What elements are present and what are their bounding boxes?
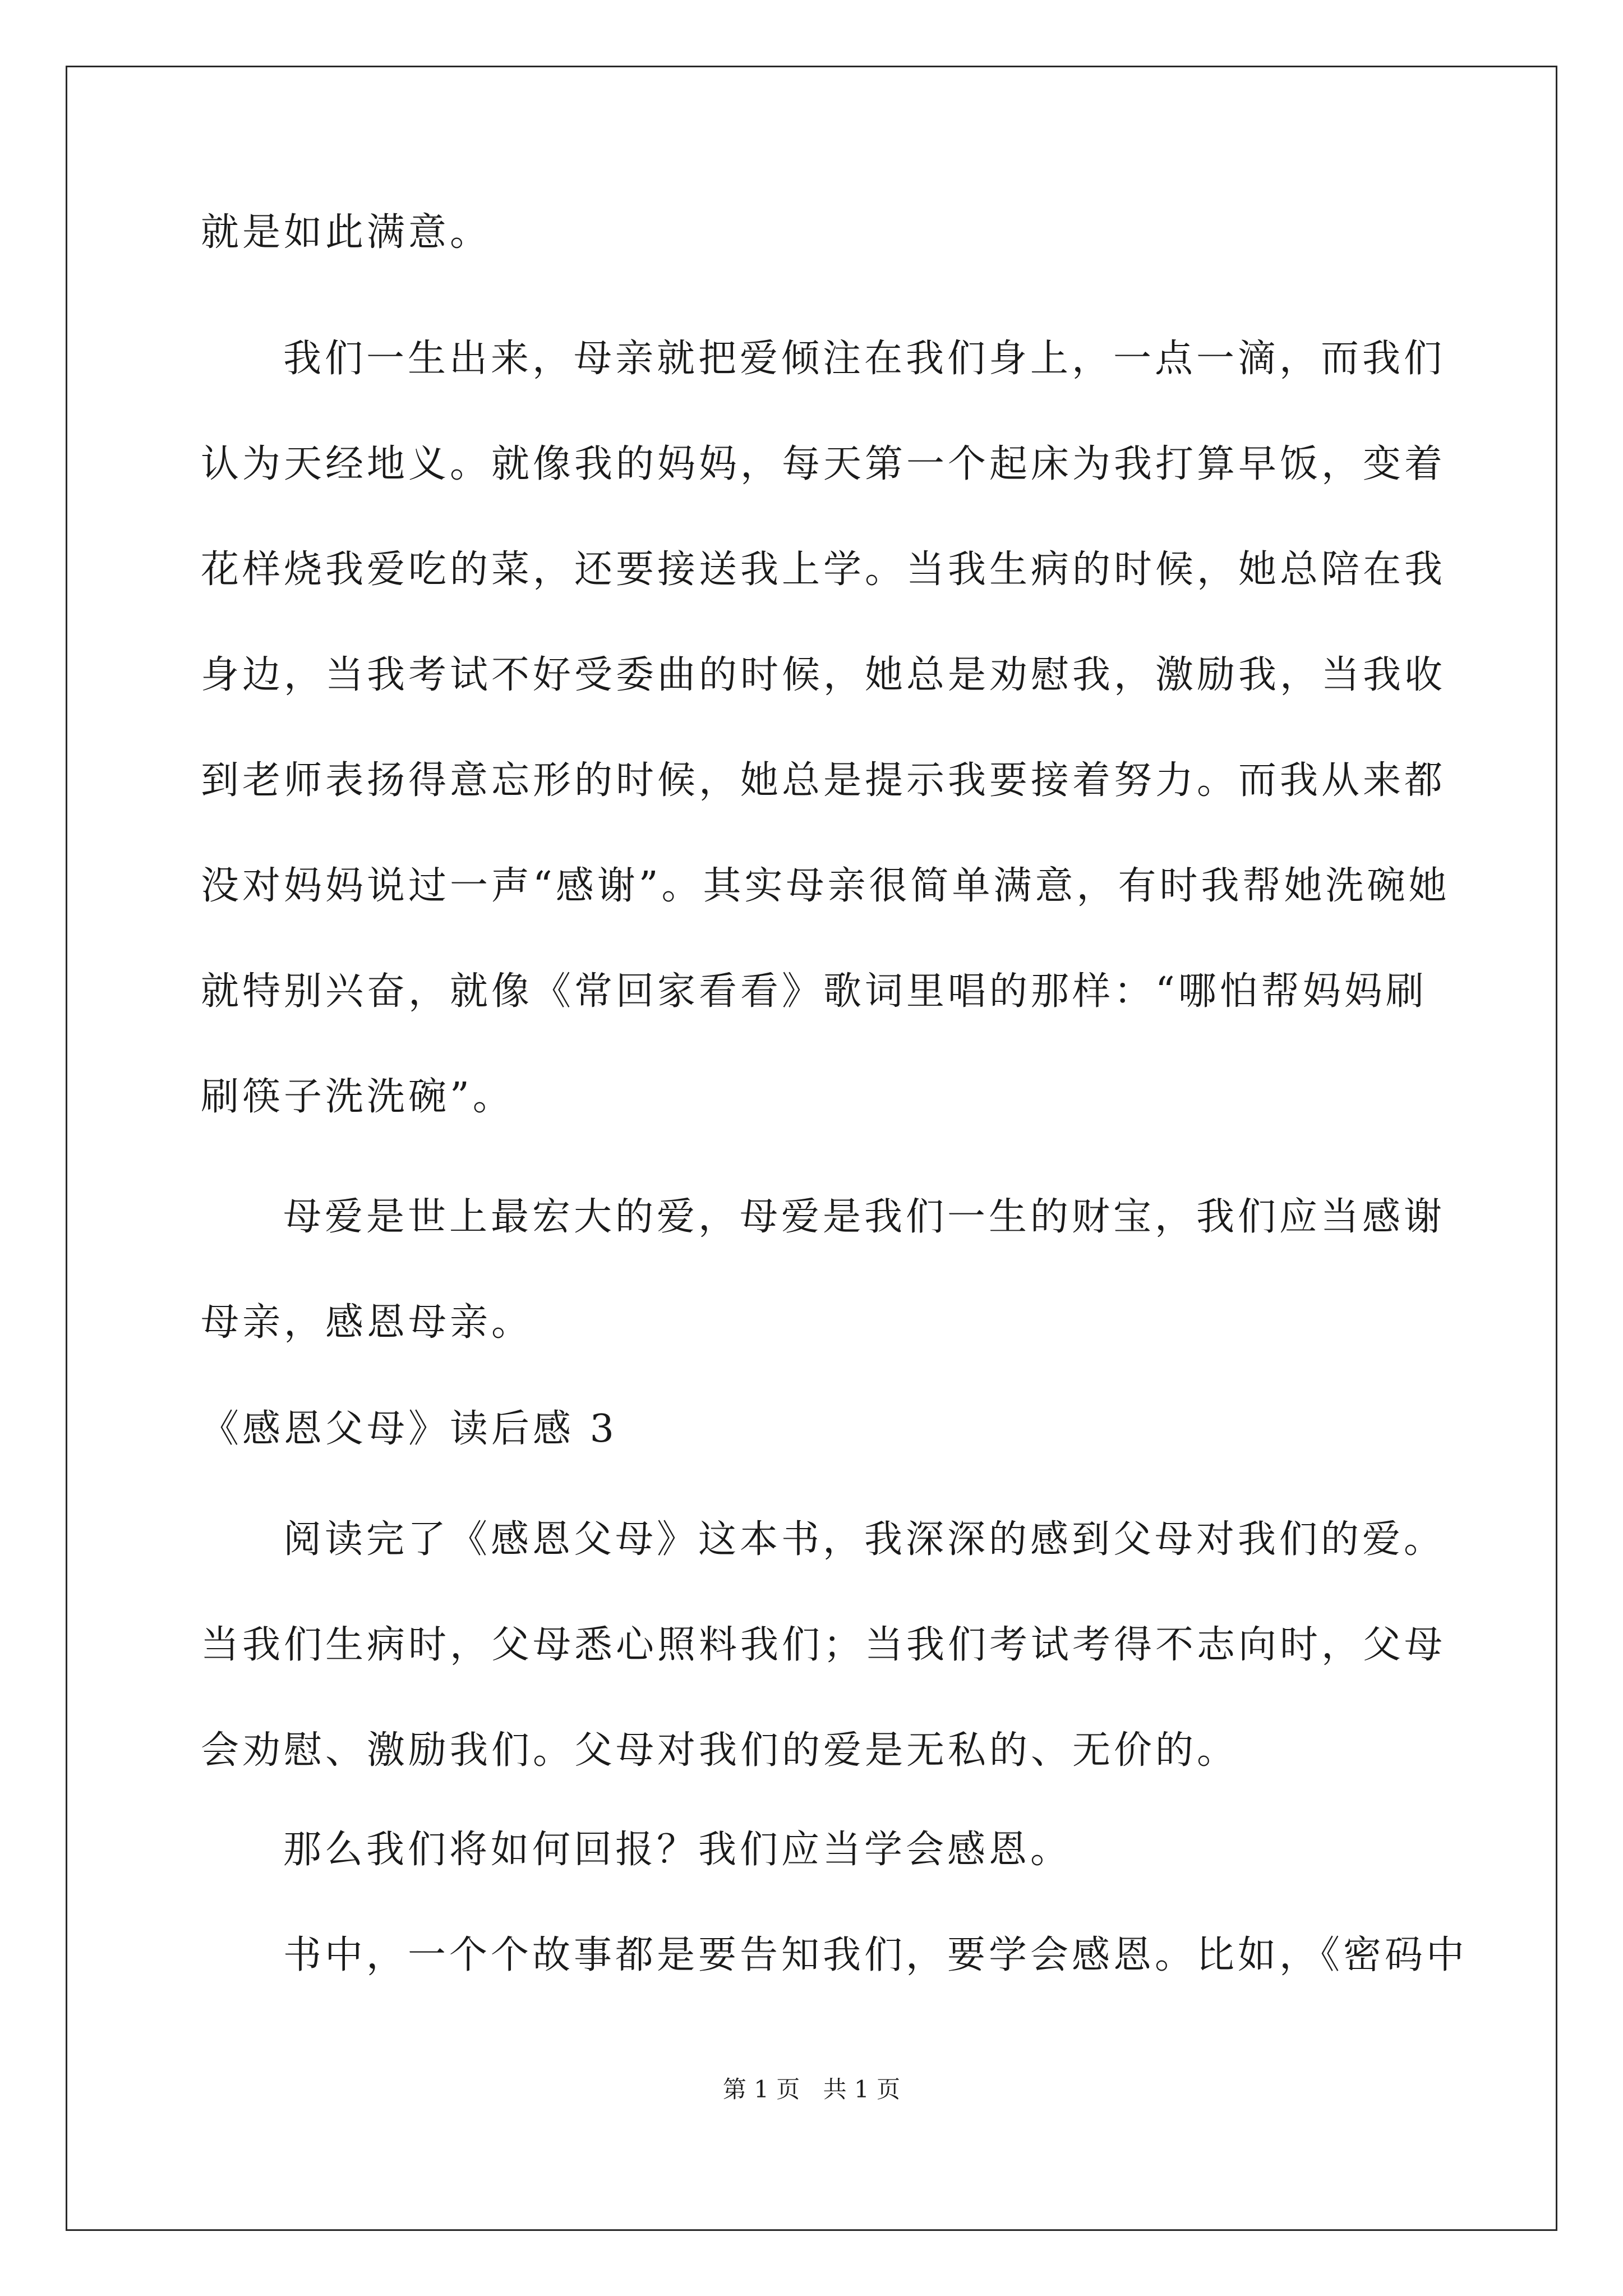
paragraph-line: 母亲，感恩母亲。 [201,1300,533,1345]
page-number: 第 1 页 [722,2076,800,2103]
page-border [66,66,1557,2231]
paragraph-line: 没对妈妈说过一声“感谢”。其实母亲很简单满意，有时我帮她洗碗她 [201,864,1450,908]
paragraph-line: 刷筷子洗洗碗”。 [201,1075,514,1119]
paragraph-line: 花样烧我爱吃的菜，还要接送我上学。当我生病的时候，她总陪在我 [201,547,1446,592]
paragraph-line: 就是如此满意。 [201,210,492,255]
paragraph-line: 认为天经地义。就像我的妈妈，每天第一个起床为我打算早饭，变着 [201,442,1446,486]
paragraph-line: 阅读完了《感恩父母》这本书，我深深的感到父母对我们的爱。 [283,1517,1446,1562]
page-total: 共 1 页 [823,2076,901,2103]
paragraph-line: 我们一生出来，母亲就把爱倾注在我们身上，一点一滴，而我们 [283,337,1446,381]
paragraph-line: 书中，一个个故事都是要告知我们，要学会感恩。比如，《密码中 [283,1933,1468,1977]
page-footer [0,2076,1623,2104]
paragraph-line: 当我们生病时，父母悉心照料我们；当我们考试考得不志向时，父母 [201,1623,1446,1667]
paragraph-line: 就特别兴奋，就像《常回家看看》歌词里唱的那样：“哪怕帮妈妈刷 [201,969,1427,1014]
paragraph-line: 母爱是世上最宏大的爱，母爱是我们一生的财宝，我们应当感谢 [283,1195,1446,1239]
paragraph-line: 到老师表扬得意忘形的时候，她总是提示我要接着努力。而我从来都 [201,758,1446,803]
section-heading: 《感恩父母》读后感 3 [201,1407,617,1451]
paragraph-line: 会劝慰、激励我们。父母对我们的爱是无私的、无价的。 [201,1728,1239,1773]
paragraph-line: 那么我们将如何回报？我们应当学会感恩。 [283,1828,1072,1872]
paragraph-line: 身边，当我考试不好受委曲的时候，她总是劝慰我，激励我，当我收 [201,653,1446,697]
